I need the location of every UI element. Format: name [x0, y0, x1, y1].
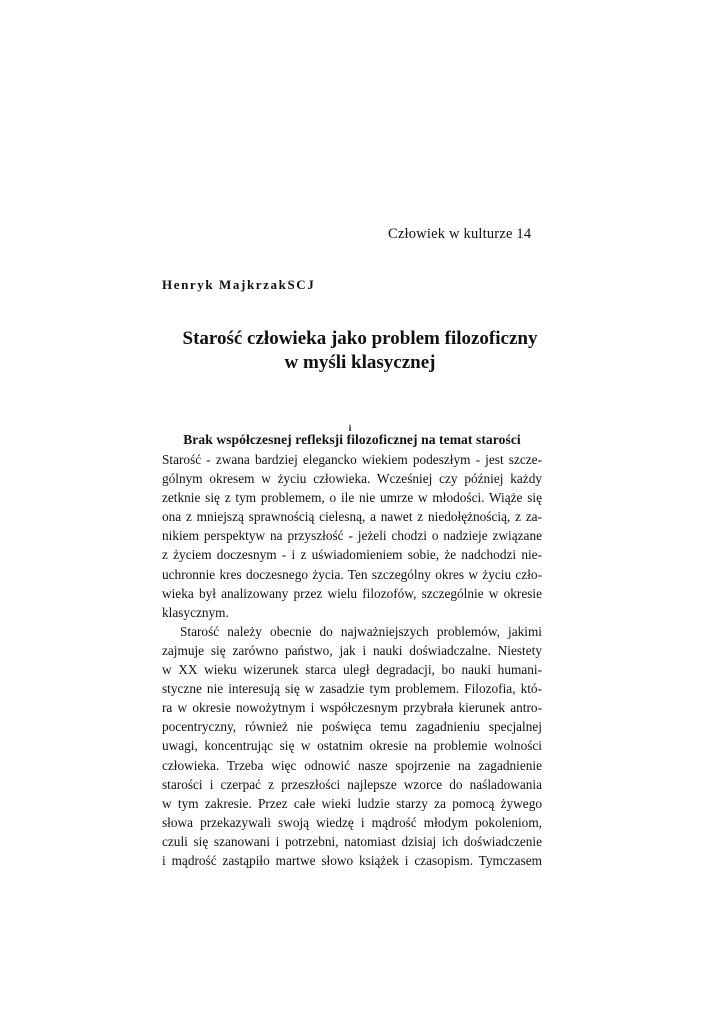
section-heading: Brak współczesnej refleksji filozoficznej na temat starości — [183, 432, 521, 447]
text-line: starości i czerpać z przeszłości najlepsze wzorce do naśladowania — [162, 776, 542, 792]
body-text — [162, 450, 542, 870]
text-line: i mądrość zastąpiło martwe słowo książek i czasopism. Tymczasem — [162, 852, 542, 868]
text-line: człowieka. Trzeba więc odnowić nasze spojrzenie na zagadnienie — [162, 757, 542, 773]
text-line: zetknie się z tym problemem, o ile nie umrze w młodości. Wiąże się — [162, 490, 542, 506]
text-line: z życiem doczesnym - i z uświadomieniem sobie, że nadchodzi nie- — [162, 547, 542, 563]
text-line: ra w okresie nowożytnym i współczesnym przybrała kierunek antro- — [162, 700, 542, 716]
text-line: w XX wieku wizerunek starca uległ degradacji, bo nauki humani- — [162, 662, 542, 678]
section-number: i — [348, 423, 352, 433]
text-line: Starość - zwana bardziej elegancko wiekiem podeszłym - jest szcze- — [162, 452, 542, 467]
text-line: ona z mniejszą sprawnością cielesną, a nawet z niedołężnością, z za- — [162, 509, 542, 525]
text-line: gólnym okresem w życiu człowieka. Wcześniej czy później każdy — [162, 471, 542, 487]
author-name: Henryk MajkrzakSCJ — [162, 277, 316, 292]
paragraph-1 — [162, 450, 542, 622]
text-line: zajmuje się zarówno państwo, jak i nauki doświadczalne. Niestety — [162, 642, 542, 658]
title-line-1: Starość człowieka jako problem filozoficzny — [182, 328, 538, 349]
text-line: w tym zakresie. Przez całe wieki ludzie starzy za pomocą żywego — [162, 795, 542, 811]
text-line: uchronnie kres doczesnego życia. Ten szczególny okres w życiu czło- — [162, 566, 542, 582]
title-line-2: w myśli klasycznej — [284, 352, 436, 373]
paragraph-2 — [162, 622, 542, 870]
text-line: pocentryczny, również nie poświęca temu zagadnieniu specjalnej — [162, 719, 542, 735]
text-line: wieka był analizowany przez wielu filozofów, szczególnie w okresie — [162, 585, 542, 601]
running-header: Człowiek w kulturze 14 — [388, 226, 532, 242]
text-line: nikiem perspektyw na przyszłość - jeżeli chodzi o nadzieje związane — [162, 528, 542, 544]
text-line: słowa przekazywali swoją wiedzę i mądrość młodym pokoleniom, — [162, 814, 542, 830]
text-line: styczne nie interesują się w zasadzie tym problemem. Filozofia, któ- — [162, 681, 542, 697]
text-line: uwagi, koncentrując się w ostatnim okresie na problemie wolności — [162, 738, 542, 754]
text-line: Starość należy obecnie do najważniejszych problemów, jakimi — [180, 623, 542, 639]
text-line: klasycznym. — [162, 604, 229, 620]
article-title — [140, 327, 580, 375]
text-line: czuli się szanowani i potrzebni, natomiast dzisiaj ich doświadczenie — [162, 833, 542, 849]
